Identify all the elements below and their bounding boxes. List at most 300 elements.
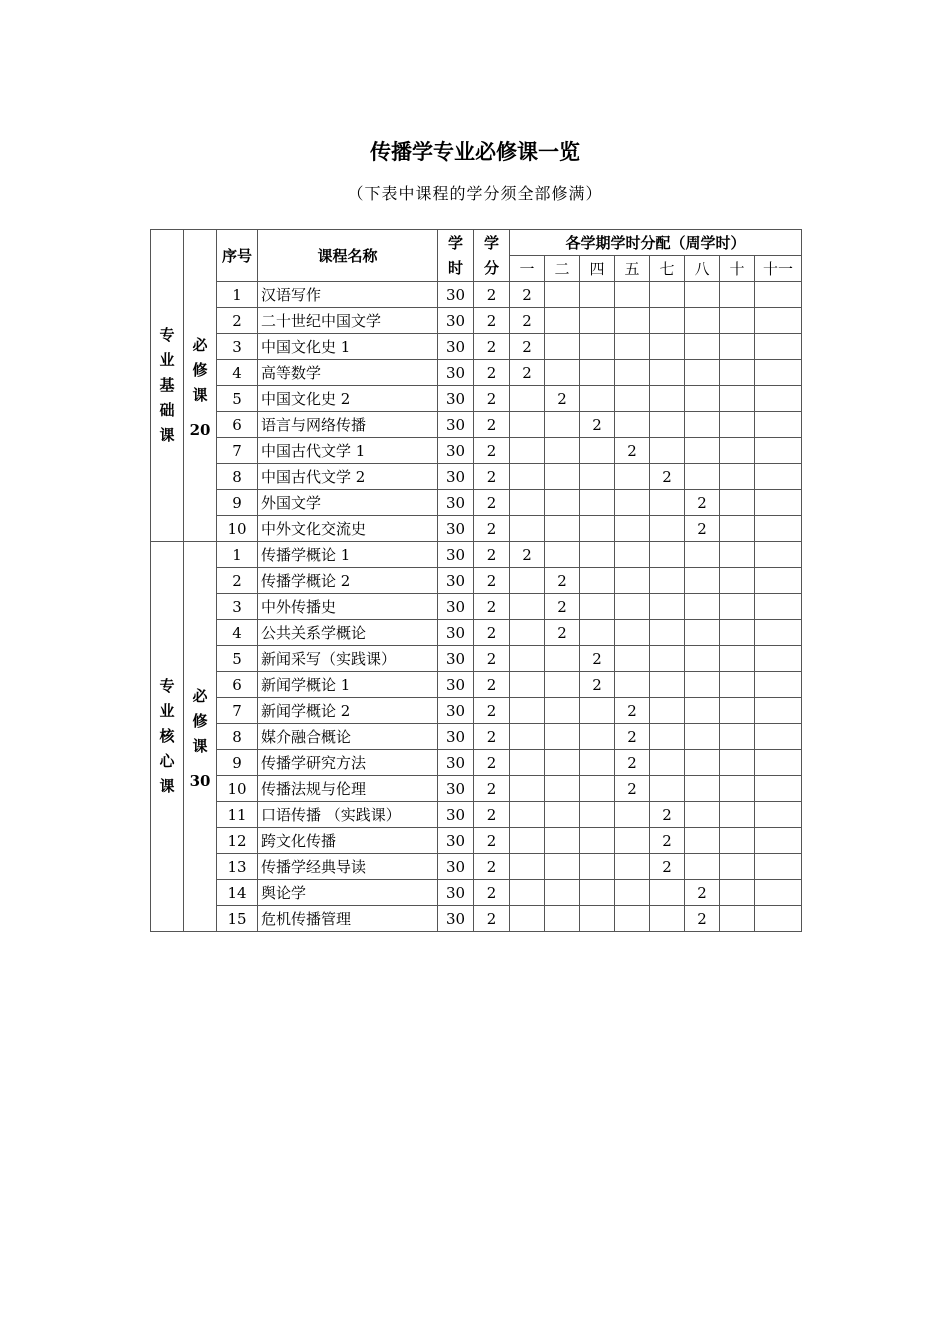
header-semester-group: 各学期学时分配（周学时） xyxy=(510,230,802,256)
semester-cell xyxy=(580,464,615,490)
semester-cell: 2 xyxy=(615,438,650,464)
semester-cell xyxy=(720,386,755,412)
semester-cell xyxy=(720,646,755,672)
semester-cell xyxy=(685,646,720,672)
semester-cell: 2 xyxy=(545,386,580,412)
semester-cell xyxy=(580,360,615,386)
hours-cell: 30 xyxy=(438,386,474,412)
credits-cell: 2 xyxy=(474,854,510,880)
credits-cell: 2 xyxy=(474,568,510,594)
semester-cell xyxy=(615,542,650,568)
semester-cell xyxy=(615,464,650,490)
header-seq: 序号 xyxy=(217,230,258,282)
semester-cell: 2 xyxy=(510,308,545,334)
course-name-cell: 中国古代文学 2 xyxy=(258,464,438,490)
semester-cell xyxy=(755,802,802,828)
table-row xyxy=(151,750,802,776)
semester-cell xyxy=(685,412,720,438)
semester-cell: 2 xyxy=(650,828,685,854)
credits-cell: 2 xyxy=(474,698,510,724)
semester-cell xyxy=(720,802,755,828)
semester-cell xyxy=(580,542,615,568)
semester-cell xyxy=(510,568,545,594)
course-name-cell: 传播学概论 2 xyxy=(258,568,438,594)
semester-cell xyxy=(615,672,650,698)
semester-cell xyxy=(545,750,580,776)
semester-cell xyxy=(615,516,650,542)
hours-cell: 30 xyxy=(438,308,474,334)
semester-cell xyxy=(650,334,685,360)
semester-cell xyxy=(510,620,545,646)
seq-cell: 10 xyxy=(217,516,258,542)
semester-cell: 2 xyxy=(510,360,545,386)
seq-cell: 3 xyxy=(217,334,258,360)
semester-cell xyxy=(650,438,685,464)
semester-cell xyxy=(615,490,650,516)
semester-cell: 2 xyxy=(685,906,720,932)
course-name-cell: 中国文化史 2 xyxy=(258,386,438,412)
semester-cell xyxy=(650,776,685,802)
seq-cell: 2 xyxy=(217,568,258,594)
hours-cell: 30 xyxy=(438,542,474,568)
semester-cell xyxy=(545,308,580,334)
semester-cell xyxy=(650,542,685,568)
semester-cell xyxy=(510,854,545,880)
semester-cell xyxy=(510,880,545,906)
header-hours: 学时 xyxy=(438,230,474,282)
semester-cell xyxy=(545,724,580,750)
semester-cell xyxy=(580,880,615,906)
semester-cell xyxy=(720,880,755,906)
semester-cell xyxy=(580,854,615,880)
seq-cell: 1 xyxy=(217,282,258,308)
table-row xyxy=(151,464,802,490)
semester-cell xyxy=(685,854,720,880)
semester-cell: 2 xyxy=(580,412,615,438)
credits-cell: 2 xyxy=(474,906,510,932)
credits-cell: 2 xyxy=(474,672,510,698)
semester-cell: 2 xyxy=(615,698,650,724)
semester-cell xyxy=(545,360,580,386)
semester-cell xyxy=(615,334,650,360)
semester-cell xyxy=(755,620,802,646)
semester-cell xyxy=(510,490,545,516)
semester-cell xyxy=(615,802,650,828)
semester-cell xyxy=(510,516,545,542)
semester-cell xyxy=(580,698,615,724)
table-row xyxy=(151,282,802,308)
semester-cell xyxy=(510,750,545,776)
type-label: 必修课 xyxy=(192,687,208,755)
semester-cell xyxy=(545,542,580,568)
hours-cell: 30 xyxy=(438,516,474,542)
table-row xyxy=(151,516,802,542)
category-cell xyxy=(151,542,184,932)
semester-cell xyxy=(510,386,545,412)
semester-cell: 2 xyxy=(615,776,650,802)
semester-cell: 2 xyxy=(685,516,720,542)
semester-cell xyxy=(720,750,755,776)
seq-cell: 13 xyxy=(217,854,258,880)
semester-cell xyxy=(755,672,802,698)
semester-cell xyxy=(580,516,615,542)
semester-cell xyxy=(615,360,650,386)
header-course-name: 课程名称 xyxy=(258,230,438,282)
semester-cell: 2 xyxy=(510,282,545,308)
semester-cell xyxy=(650,490,685,516)
semester-cell xyxy=(615,854,650,880)
hours-cell: 30 xyxy=(438,828,474,854)
semester-cell xyxy=(615,386,650,412)
semester-cell xyxy=(650,880,685,906)
credits-cell: 2 xyxy=(474,594,510,620)
semester-cell xyxy=(615,282,650,308)
table-row xyxy=(151,646,802,672)
semester-cell xyxy=(685,438,720,464)
semester-cell xyxy=(685,620,720,646)
course-name-cell: 高等数学 xyxy=(258,360,438,386)
semester-cell xyxy=(510,776,545,802)
hours-cell: 30 xyxy=(438,776,474,802)
hours-cell: 30 xyxy=(438,724,474,750)
semester-cell xyxy=(650,386,685,412)
semester-cell xyxy=(650,750,685,776)
semester-cell xyxy=(755,776,802,802)
seq-cell: 5 xyxy=(217,646,258,672)
seq-cell: 4 xyxy=(217,620,258,646)
semester-cell xyxy=(615,828,650,854)
semester-cell: 2 xyxy=(685,490,720,516)
hours-cell: 30 xyxy=(438,568,474,594)
credits-cell: 2 xyxy=(474,776,510,802)
semester-cell xyxy=(545,828,580,854)
hours-cell: 30 xyxy=(438,620,474,646)
semester-cell xyxy=(720,542,755,568)
seq-cell: 6 xyxy=(217,672,258,698)
course-name-cell: 中外文化交流史 xyxy=(258,516,438,542)
semester-cell xyxy=(755,490,802,516)
semester-cell xyxy=(685,464,720,490)
hours-cell: 30 xyxy=(438,906,474,932)
seq-cell: 10 xyxy=(217,776,258,802)
header-semester: 五 xyxy=(615,256,650,282)
table-row xyxy=(151,490,802,516)
table-row xyxy=(151,906,802,932)
hours-cell: 30 xyxy=(438,490,474,516)
hours-cell: 30 xyxy=(438,646,474,672)
credits-cell: 2 xyxy=(474,516,510,542)
table-row xyxy=(151,308,802,334)
table-row xyxy=(151,412,802,438)
semester-cell xyxy=(685,386,720,412)
semester-cell xyxy=(650,412,685,438)
category-label: 专业核心课 xyxy=(159,677,175,795)
semester-cell: 2 xyxy=(615,724,650,750)
semester-cell xyxy=(580,776,615,802)
hours-cell: 30 xyxy=(438,594,474,620)
semester-cell xyxy=(650,360,685,386)
table-row xyxy=(151,828,802,854)
credits-cell: 2 xyxy=(474,828,510,854)
course-name-cell: 外国文学 xyxy=(258,490,438,516)
course-name-cell: 舆论学 xyxy=(258,880,438,906)
semester-cell xyxy=(755,724,802,750)
semester-cell xyxy=(720,698,755,724)
semester-cell xyxy=(580,906,615,932)
course-name-cell: 公共关系学概论 xyxy=(258,620,438,646)
semester-cell xyxy=(580,620,615,646)
semester-cell: 2 xyxy=(615,750,650,776)
course-name-cell: 中国古代文学 1 xyxy=(258,438,438,464)
course-name-cell: 媒介融合概论 xyxy=(258,724,438,750)
semester-cell xyxy=(580,438,615,464)
type-credits: 20 xyxy=(189,421,211,439)
semester-cell xyxy=(615,880,650,906)
semester-cell xyxy=(685,360,720,386)
semester-cell xyxy=(545,802,580,828)
semester-cell xyxy=(580,490,615,516)
semester-cell xyxy=(580,750,615,776)
semester-cell xyxy=(755,386,802,412)
semester-cell: 2 xyxy=(685,880,720,906)
semester-cell xyxy=(755,542,802,568)
semester-cell xyxy=(510,802,545,828)
table-row xyxy=(151,854,802,880)
category-label: 专业基础课 xyxy=(159,326,175,444)
semester-cell xyxy=(720,438,755,464)
credits-cell: 2 xyxy=(474,308,510,334)
semester-cell xyxy=(720,282,755,308)
curriculum-table xyxy=(150,229,802,932)
hours-cell: 30 xyxy=(438,750,474,776)
semester-cell xyxy=(545,698,580,724)
course-name-cell: 危机传播管理 xyxy=(258,906,438,932)
header-semester: 一 xyxy=(510,256,545,282)
table-row xyxy=(151,438,802,464)
semester-cell xyxy=(545,646,580,672)
semester-cell xyxy=(720,854,755,880)
semester-cell xyxy=(545,672,580,698)
header-credits: 学分 xyxy=(474,230,510,282)
semester-cell xyxy=(755,516,802,542)
semester-cell xyxy=(545,880,580,906)
semester-cell xyxy=(755,750,802,776)
hours-cell: 30 xyxy=(438,282,474,308)
semester-cell xyxy=(615,620,650,646)
table-row xyxy=(151,880,802,906)
header-row-1 xyxy=(151,230,802,256)
semester-cell: 2 xyxy=(545,594,580,620)
credits-cell: 2 xyxy=(474,386,510,412)
semester-cell xyxy=(545,516,580,542)
semester-cell xyxy=(720,360,755,386)
type-credits: 30 xyxy=(189,772,211,790)
semester-cell xyxy=(615,594,650,620)
semester-cell xyxy=(580,724,615,750)
semester-cell xyxy=(650,698,685,724)
semester-cell xyxy=(755,854,802,880)
semester-cell xyxy=(720,516,755,542)
seq-cell: 14 xyxy=(217,880,258,906)
semester-cell xyxy=(545,490,580,516)
seq-cell: 2 xyxy=(217,308,258,334)
semester-cell xyxy=(510,438,545,464)
seq-cell: 8 xyxy=(217,464,258,490)
seq-cell: 7 xyxy=(217,698,258,724)
header-semester: 十 xyxy=(720,256,755,282)
hours-cell: 30 xyxy=(438,854,474,880)
course-name-cell: 传播学概论 1 xyxy=(258,542,438,568)
semester-cell xyxy=(510,906,545,932)
hours-cell: 30 xyxy=(438,880,474,906)
semester-cell xyxy=(510,828,545,854)
semester-cell xyxy=(685,776,720,802)
course-name-cell: 二十世纪中国文学 xyxy=(258,308,438,334)
semester-cell xyxy=(720,724,755,750)
semester-cell xyxy=(545,438,580,464)
course-name-cell: 中国文化史 1 xyxy=(258,334,438,360)
semester-cell xyxy=(685,828,720,854)
semester-cell xyxy=(545,334,580,360)
table-row xyxy=(151,672,802,698)
credits-cell: 2 xyxy=(474,438,510,464)
credits-cell: 2 xyxy=(474,334,510,360)
seq-cell: 9 xyxy=(217,490,258,516)
table-row xyxy=(151,386,802,412)
course-name-cell: 新闻学概论 1 xyxy=(258,672,438,698)
semester-cell xyxy=(685,672,720,698)
page-title: 传播学专业必修课一览 xyxy=(370,140,580,164)
semester-cell xyxy=(650,568,685,594)
semester-cell xyxy=(685,698,720,724)
semester-cell xyxy=(615,568,650,594)
table-row xyxy=(151,334,802,360)
semester-cell xyxy=(580,568,615,594)
semester-cell xyxy=(685,594,720,620)
semester-cell xyxy=(720,776,755,802)
semester-cell xyxy=(685,724,720,750)
semester-cell xyxy=(615,412,650,438)
semester-cell xyxy=(580,594,615,620)
semester-cell xyxy=(755,308,802,334)
hours-cell: 30 xyxy=(438,464,474,490)
table-row xyxy=(151,802,802,828)
semester-cell xyxy=(510,672,545,698)
semester-cell xyxy=(650,308,685,334)
semester-cell xyxy=(720,828,755,854)
semester-cell: 2 xyxy=(510,334,545,360)
seq-cell: 7 xyxy=(217,438,258,464)
semester-cell xyxy=(545,412,580,438)
course-name-cell: 传播学经典导读 xyxy=(258,854,438,880)
header-semester: 二 xyxy=(545,256,580,282)
semester-cell xyxy=(510,412,545,438)
semester-cell xyxy=(650,282,685,308)
semester-cell: 2 xyxy=(580,672,615,698)
semester-cell xyxy=(650,724,685,750)
page-subtitle: （下表中课程的学分须全部修满） xyxy=(347,184,603,203)
semester-cell: 2 xyxy=(510,542,545,568)
semester-cell xyxy=(755,646,802,672)
semester-cell xyxy=(755,906,802,932)
semester-cell xyxy=(720,464,755,490)
semester-cell xyxy=(510,724,545,750)
semester-cell xyxy=(720,568,755,594)
semester-cell xyxy=(755,334,802,360)
course-name-cell: 传播学研究方法 xyxy=(258,750,438,776)
semester-cell xyxy=(685,334,720,360)
course-name-cell: 传播法规与伦理 xyxy=(258,776,438,802)
seq-cell: 5 xyxy=(217,386,258,412)
credits-cell: 2 xyxy=(474,464,510,490)
type-cell xyxy=(184,542,217,932)
hours-cell: 30 xyxy=(438,438,474,464)
course-name-cell: 新闻采写（实践课） xyxy=(258,646,438,672)
type-label: 必修课 xyxy=(192,336,208,404)
semester-cell xyxy=(720,672,755,698)
semester-cell xyxy=(615,308,650,334)
semester-cell xyxy=(755,568,802,594)
semester-cell xyxy=(755,412,802,438)
semester-cell xyxy=(755,438,802,464)
semester-cell xyxy=(755,464,802,490)
semester-cell xyxy=(580,282,615,308)
semester-cell: 2 xyxy=(650,464,685,490)
semester-cell xyxy=(580,828,615,854)
semester-cell xyxy=(650,594,685,620)
seq-cell: 6 xyxy=(217,412,258,438)
credits-cell: 2 xyxy=(474,620,510,646)
seq-cell: 15 xyxy=(217,906,258,932)
semester-cell: 2 xyxy=(545,568,580,594)
credits-cell: 2 xyxy=(474,412,510,438)
table-row xyxy=(151,776,802,802)
semester-cell xyxy=(545,854,580,880)
hours-cell: 30 xyxy=(438,334,474,360)
header-semester: 十一 xyxy=(755,256,802,282)
table-row xyxy=(151,360,802,386)
semester-cell xyxy=(720,490,755,516)
credits-cell: 2 xyxy=(474,750,510,776)
hours-cell: 30 xyxy=(438,360,474,386)
course-name-cell: 跨文化传播 xyxy=(258,828,438,854)
seq-cell: 11 xyxy=(217,802,258,828)
semester-cell xyxy=(685,282,720,308)
semester-cell xyxy=(615,646,650,672)
semester-cell xyxy=(510,594,545,620)
semester-cell xyxy=(755,594,802,620)
semester-cell xyxy=(755,282,802,308)
semester-cell: 2 xyxy=(650,802,685,828)
credits-cell: 2 xyxy=(474,802,510,828)
semester-cell xyxy=(650,672,685,698)
semester-cell xyxy=(685,542,720,568)
semester-cell xyxy=(720,906,755,932)
semester-cell xyxy=(755,698,802,724)
table-row xyxy=(151,620,802,646)
table-row xyxy=(151,698,802,724)
credits-cell: 2 xyxy=(474,724,510,750)
semester-cell xyxy=(650,516,685,542)
semester-cell: 2 xyxy=(650,854,685,880)
semester-cell xyxy=(650,906,685,932)
seq-cell: 3 xyxy=(217,594,258,620)
course-name-cell: 新闻学概论 2 xyxy=(258,698,438,724)
semester-cell: 2 xyxy=(580,646,615,672)
hours-cell: 30 xyxy=(438,672,474,698)
semester-cell xyxy=(545,776,580,802)
credits-cell: 2 xyxy=(474,490,510,516)
